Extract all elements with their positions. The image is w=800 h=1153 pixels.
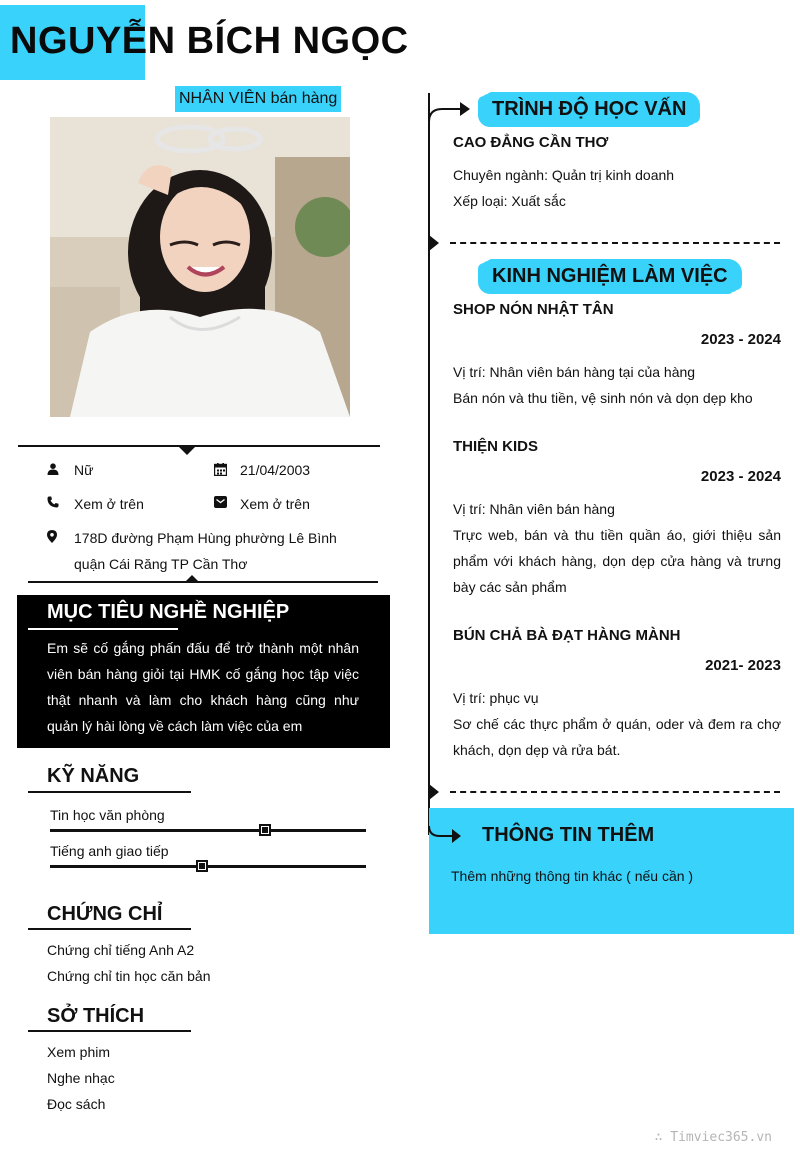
hobby-item: Đọc sách bbox=[47, 1096, 106, 1112]
company-name: THIỆN KIDS bbox=[453, 438, 539, 455]
education-major: Chuyên ngành: Quản trị kinh doanh bbox=[453, 167, 675, 183]
job-description: Sơ chế các thực phẩm ở quán, oder và đem ra chợ khách, dọn dẹp và rửa bát. bbox=[453, 716, 781, 758]
email-value: Xem ở trên bbox=[240, 496, 310, 512]
company-name: SHOP NÓN NHẬT TÂN bbox=[453, 301, 614, 318]
job-description: Bán nón và thu tiền, vệ sinh nón và dọn dẹp kho bbox=[453, 390, 753, 406]
job-description: Trực web, bán và thu tiền quần áo, giới thiệu sản phẩm với khách hàng, dọn dẹp cửa hàng và trưng bày các sản phẩm bbox=[453, 527, 781, 595]
education-title: TRÌNH ĐỘ HỌC VẤN bbox=[482, 94, 696, 125]
certificates-underline bbox=[28, 928, 191, 930]
objective-title: MỤC TIÊU NGHỀ NGHIỆP bbox=[47, 601, 290, 623]
certificates-title: CHỨNG CHỈ bbox=[47, 903, 163, 925]
objective-underline bbox=[28, 628, 178, 630]
section-divider bbox=[450, 791, 780, 793]
job-years: 2023 - 2024 bbox=[700, 468, 781, 485]
hobby-item: Xem phim bbox=[47, 1044, 111, 1060]
hobbies-title: SỞ THÍCH bbox=[47, 1005, 145, 1027]
hobbies-underline bbox=[28, 1030, 191, 1032]
skills-underline bbox=[28, 791, 191, 793]
school-name: CAO ĐẲNG CẦN THƠ bbox=[453, 134, 609, 151]
info-divider-bottom bbox=[28, 581, 378, 583]
gender-value: Nữ bbox=[74, 462, 94, 478]
experience-title: KINH NGHIỆM LÀM VIỆC bbox=[482, 261, 738, 292]
user-icon bbox=[46, 462, 60, 476]
section-divider bbox=[450, 242, 780, 244]
calendar-icon bbox=[213, 462, 227, 476]
job-position: Vị trí: phục vụ bbox=[453, 690, 539, 706]
company-name: BÚN CHẢ BÀ ĐẠT HÀNG MÀNH bbox=[453, 627, 681, 644]
birthday-value: 21/04/2003 bbox=[240, 462, 311, 478]
phone-value: Xem ở trên bbox=[74, 496, 144, 512]
job-years: 2021- 2023 bbox=[705, 657, 781, 674]
skill-level-marker bbox=[259, 824, 271, 836]
objective-text: Em sẽ cố gắng phấn đấu để trở thành một nhân viên bán hàng giỏi tại HMK cố gắng học tập việc thật nhanh và làm cho khách hàng cũng như quản lý hài lòng về cách làm việc của em bbox=[47, 640, 359, 734]
job-title: NHÂN VIÊN bán hàng bbox=[175, 86, 341, 112]
skill-label: Tin học văn phòng bbox=[50, 807, 165, 823]
divider-arrow-down bbox=[179, 447, 195, 455]
extra-info-text: Thêm những thông tin khác ( nếu cần ) bbox=[451, 868, 694, 884]
phone-icon bbox=[46, 495, 60, 509]
watermark: ∴ Timviec365.vn bbox=[654, 1130, 772, 1145]
info-divider-top bbox=[18, 445, 380, 447]
address-line-2: quận Cái Răng TP Cần Thơ bbox=[74, 556, 248, 572]
timeline-line bbox=[428, 93, 430, 835]
timeline-marker bbox=[429, 784, 441, 800]
skill-label: Tiếng anh giao tiếp bbox=[50, 843, 169, 859]
extra-info-title: THÔNG TIN THÊM bbox=[482, 824, 655, 846]
job-position: Vị trí: Nhân viên bán hàng bbox=[453, 501, 615, 517]
skills-title: KỸ NĂNG bbox=[47, 765, 140, 787]
job-position: Vị trí: Nhân viên bán hàng tại của hàng bbox=[453, 364, 696, 380]
timeline-marker bbox=[429, 235, 441, 251]
profile-photo bbox=[50, 117, 350, 417]
email-icon bbox=[213, 495, 227, 509]
candidate-name: NGUYỄN BÍCH NGỌC bbox=[10, 20, 409, 62]
hobby-item: Nghe nhạc bbox=[47, 1070, 115, 1086]
arrow-right-icon bbox=[428, 824, 464, 848]
address-line-1: 178D đường Phạm Hùng phường Lê Bình bbox=[74, 530, 337, 546]
certificate-item: Chứng chỉ tin học căn bản bbox=[47, 968, 211, 984]
education-grade: Xếp loại: Xuất sắc bbox=[453, 193, 566, 209]
skill-bar bbox=[50, 829, 366, 832]
skill-bar bbox=[50, 865, 366, 868]
career-objective-section bbox=[17, 595, 390, 748]
location-icon bbox=[45, 529, 59, 543]
certificate-item: Chứng chỉ tiếng Anh A2 bbox=[47, 942, 195, 958]
profile-photo-image bbox=[50, 117, 350, 417]
job-years: 2023 - 2024 bbox=[700, 331, 781, 348]
arrow-right-icon bbox=[428, 100, 472, 124]
skill-level-marker bbox=[196, 860, 208, 872]
